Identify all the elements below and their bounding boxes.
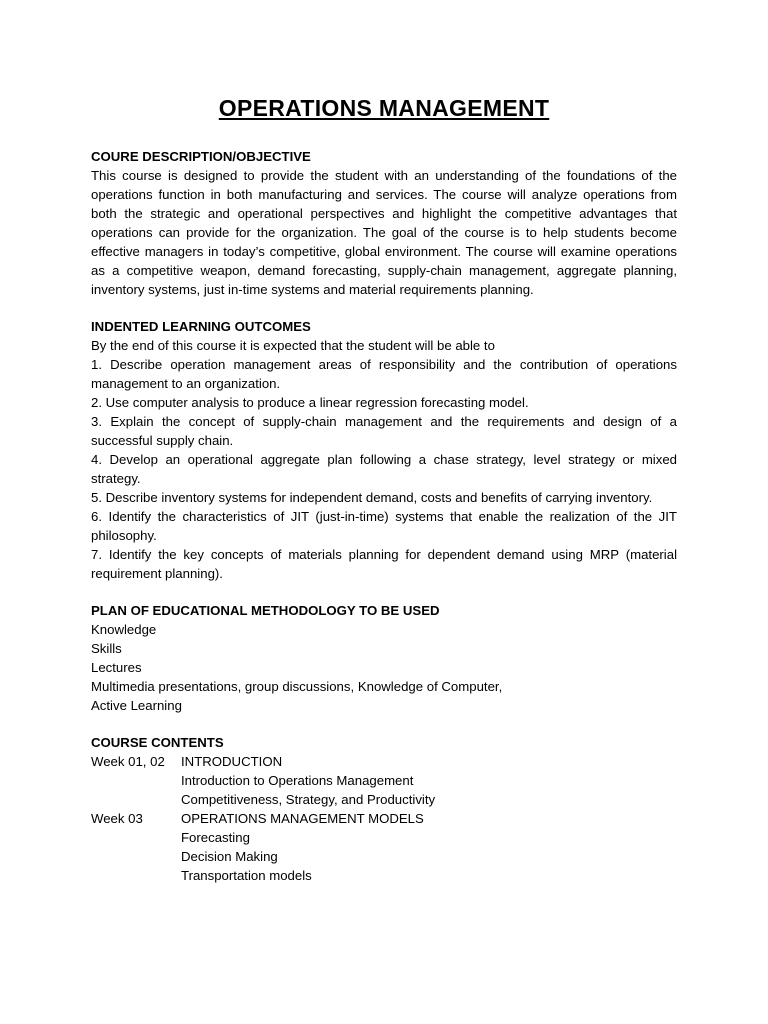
outcome-item: 6. Identify the characteristics of JIT (just-in-time) systems that enable the realization of the JIT philosophy. (91, 509, 677, 543)
methodology-item: Skills (91, 641, 122, 656)
outcome-item: 3. Explain the concept of supply-chain management and the requirements and design of a successful supply chain. (91, 414, 677, 448)
outcome-item: 4. Develop an operational aggregate plan following a chase strategy, level strategy or mixed strategy. (91, 452, 677, 486)
outcome-item: 2. Use computer analysis to produce a linear regression forecasting model. (91, 395, 529, 410)
subtopic-row (91, 847, 677, 866)
methodology-item: Active Learning (91, 698, 182, 713)
week-topic: INTRODUCTION (181, 754, 283, 769)
methodology-item: Lectures (91, 660, 142, 675)
methodology-item: Multimedia presentations, group discussions, Knowledge of Computer, (91, 679, 503, 694)
subtopic-row (91, 866, 677, 885)
week-label: Week 01, 02 (91, 754, 165, 769)
week-row (91, 809, 677, 828)
week-subtopic: Decision Making (181, 849, 278, 864)
outcome-item: 1. Describe operation management areas of responsibility and the contribution of operations management to an organization. (91, 357, 677, 391)
outcome-item: 7. Identify the key concepts of materials planning for dependent demand using MRP (material requirement planning). (91, 547, 677, 581)
outcome-item: 5. Describe inventory systems for independent demand, costs and benefits of carrying inventory. (91, 490, 653, 505)
document-body (91, 147, 677, 885)
week-topic: OPERATIONS MANAGEMENT MODELS (181, 811, 424, 826)
course-description-section (91, 147, 677, 299)
contents-heading: COURSE CONTENTS (91, 735, 224, 750)
subtopic-row (91, 790, 677, 809)
subtopic-row (91, 771, 677, 790)
week-subtopic: Transportation models (181, 868, 312, 883)
course-contents-section (91, 733, 677, 885)
outcomes-heading: INDENTED LEARNING OUTCOMES (91, 319, 311, 334)
document-title: OPERATIONS MANAGEMENT (218, 95, 550, 121)
subtopic-row (91, 828, 677, 847)
week-subtopic: Forecasting (181, 830, 250, 845)
methodology-section (91, 601, 677, 715)
description-text: This course is designed to provide the student with an understanding of the foundations of the operations function in both manufacturing and services. The course will analyze operations from both the strategic and operational perspectives and highlight the competitive advantages that operations can provide for the organization. The goal of the course is to help students become effective managers in today’s competitive, global environment. The course will examine operations as a competitive weapon, demand forecasting, supply-chain management, aggregate planning, inventory systems, just in-time systems and material requirements planning. (91, 168, 677, 297)
week-subtopic: Introduction to Operations Management (181, 773, 414, 788)
methodology-item: Knowledge (91, 622, 157, 637)
outcomes-intro: By the end of this course it is expected that the student will be able to (91, 338, 495, 353)
week-row (91, 752, 677, 771)
week-subtopic: Competitiveness, Strategy, and Productivity (181, 792, 436, 807)
description-heading: COURE DESCRIPTION/OBJECTIVE (91, 149, 311, 164)
week-label: Week 03 (91, 811, 143, 826)
learning-outcomes-section (91, 317, 677, 583)
methodology-heading: PLAN OF EDUCATIONAL METHODOLOGY TO BE USED (91, 603, 440, 618)
